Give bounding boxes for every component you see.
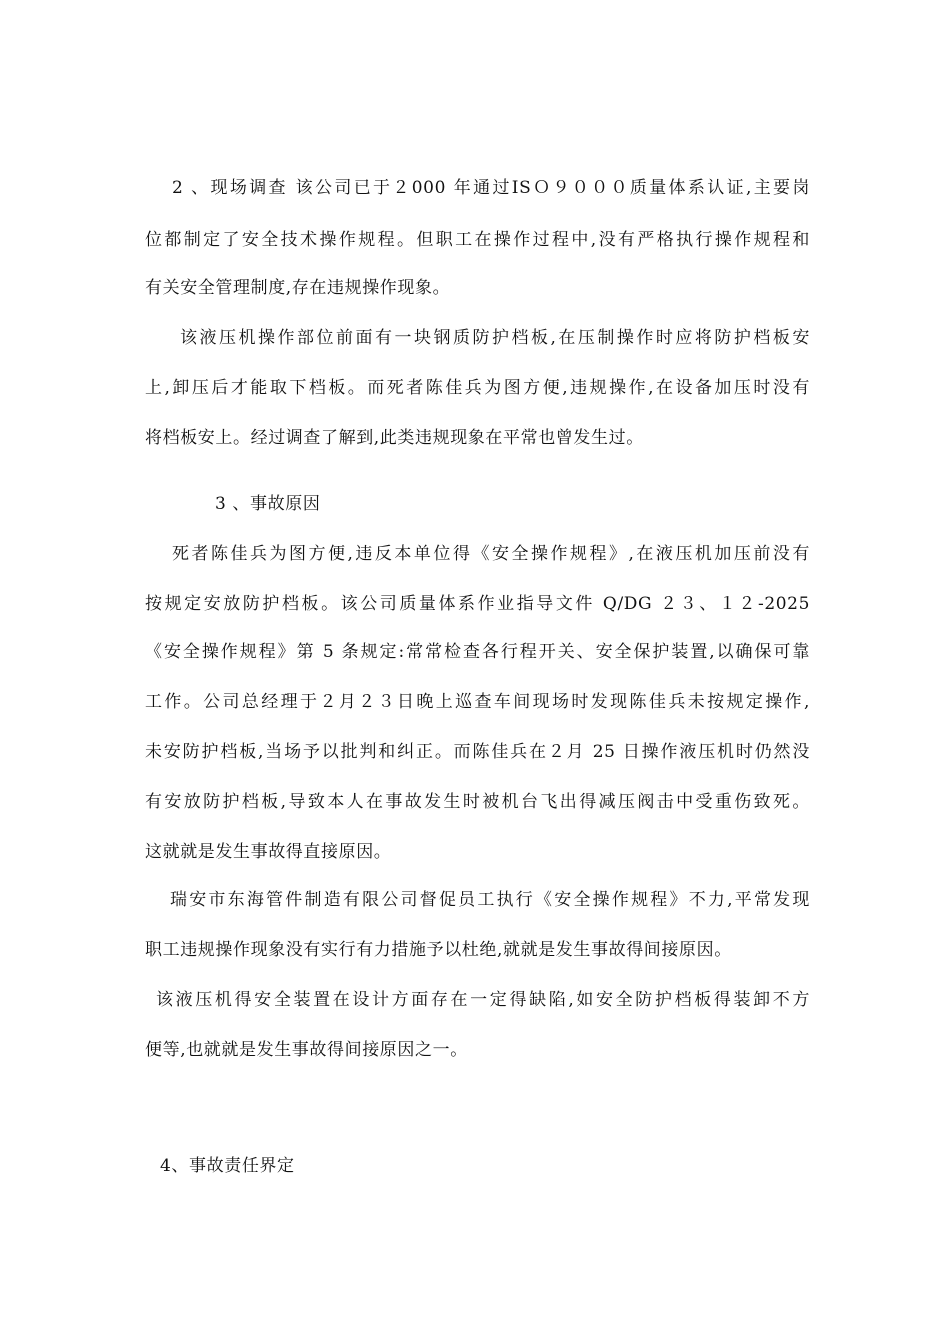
paragraph-line: 瑞安市东海管件制造有限公司督促员工执行《安全操作规程》不力,平常发现 xyxy=(170,890,810,910)
paragraph-line: 有安放防护档板,导致本人在事故发生时被机台飞出得减压阀击中受重伤致死。 xyxy=(145,792,810,812)
paragraph-line: 死者陈佳兵为图方便,违反本单位得《安全操作规程》,在液压机加压前没有 xyxy=(172,544,810,564)
paragraph-line: 按规定安放防护档板。该公司质量体系作业指导文件 Q/DG ２３、１２-2025 xyxy=(145,594,810,614)
paragraph-line: 将档板安上。经过调查了解到,此类违规现象在平常也曾发生过。 xyxy=(145,428,644,448)
section-2-heading-line: 2 、现场调查 该公司已于２000 年通过ISＯ９０００质量体系认证,主要岗 xyxy=(172,178,810,198)
section-4-heading: 4、事故责任界定 xyxy=(160,1156,295,1176)
section-3-heading: 3 、事故原因 xyxy=(215,494,321,514)
paragraph-line: 位都制定了安全技术操作规程。但职工在操作过程中,没有严格执行操作规程和 xyxy=(145,230,810,250)
paragraph-line: 未安防护档板,当场予以批判和纠正。而陈佳兵在２月 25 日操作液压机时仍然没 xyxy=(145,742,810,762)
paragraph-line: 这就就是发生事故得直接原因。 xyxy=(145,842,392,862)
paragraph-line: 有关安全管理制度,存在违规操作现象。 xyxy=(145,278,451,298)
paragraph-line: 职工违规操作现象没有实行有力措施予以杜绝,就就是发生事故得间接原因。 xyxy=(145,940,732,960)
paragraph-line: 上,卸压后才能取下档板。而死者陈佳兵为图方便,违规操作,在设备加压时没有 xyxy=(145,378,810,398)
paragraph-line: 《安全操作规程》第 5 条规定:常常检查各行程开关、安全保护装置,以确保可靠 xyxy=(145,642,810,662)
paragraph-line: 工作。公司总经理于２月２３日晚上巡查车间现场时发现陈佳兵未按规定操作, xyxy=(145,692,810,712)
paragraph-line: 该液压机得安全装置在设计方面存在一定得缺陷,如安全防护档板得装卸不方 xyxy=(156,990,810,1010)
paragraph-line: 该液压机操作部位前面有一块钢质防护档板,在压制操作时应将防护档板安 xyxy=(180,328,810,348)
paragraph-line: 便等,也就就是发生事故得间接原因之一。 xyxy=(145,1040,468,1060)
